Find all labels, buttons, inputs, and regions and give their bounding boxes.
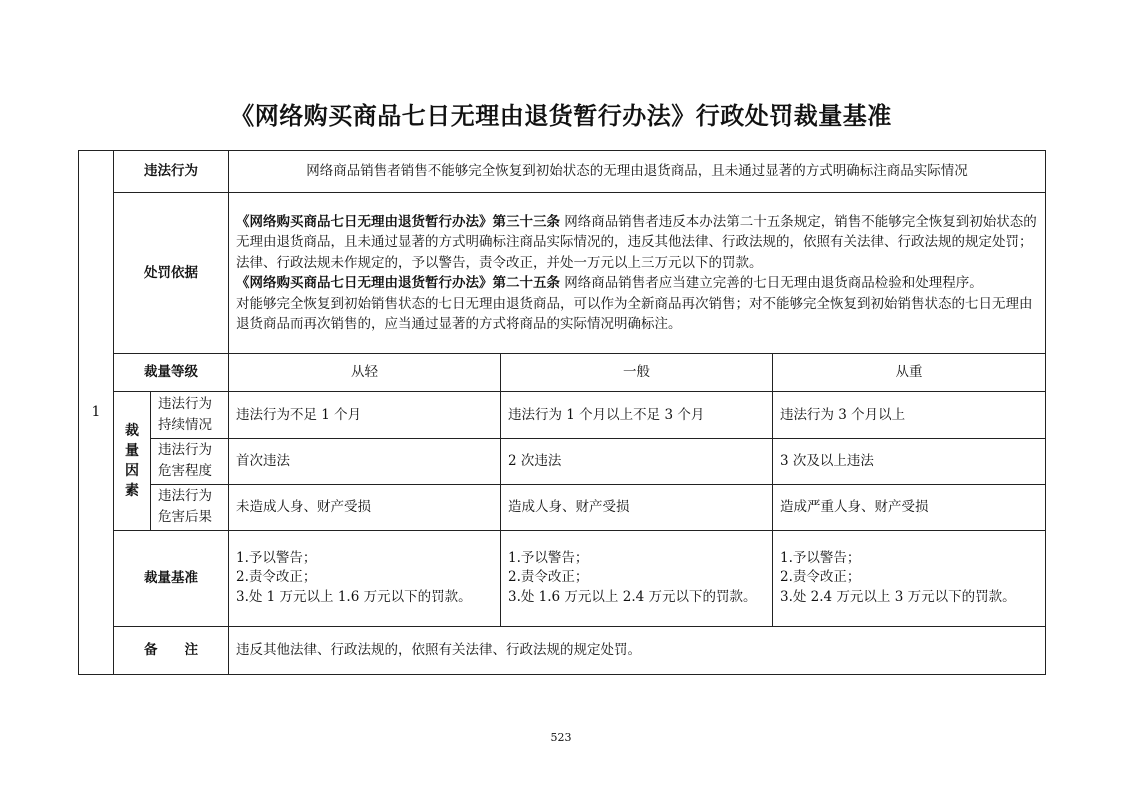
- basis-article-25-text: 网络商品销售者应当建立完善的七日无理由退货商品检验和处理程序。: [560, 275, 983, 292]
- basis-article-33-text: 网络商品销售者违反本办法第二十五条规定，销售不能够完全恢复到初始状态的无理由退货商品，且未通过显著的方式明确标注商品实际情况的，违反其他法律、行政法规的，依照有关法律、行政法规的规定处罚；法律、行政法规未作规定的，予以警告，责令改正，并处一万元以上三万元以下的罚款。: [236, 213, 1037, 271]
- standard-normal-line: 2.责令改正；: [508, 569, 589, 586]
- factor-duration-label: 违法行为持续情况: [151, 392, 229, 438]
- violation-label: 违法行为: [114, 151, 229, 193]
- factors-char-4: 素: [125, 483, 139, 500]
- factors-char-1: 裁: [125, 423, 139, 440]
- factor-duration-light: 违法行为不足 1 个月: [229, 392, 501, 438]
- factor-consequence-label: 违法行为危害后果: [151, 484, 229, 530]
- factor-degree-normal: 2 次违法: [501, 438, 773, 484]
- factor-degree-heavy: 3 次及以上违法: [773, 438, 1046, 484]
- page-title: 《网络购买商品七日无理由退货暂行办法》行政处罚裁量基准: [230, 101, 892, 130]
- level-normal: 一般: [501, 354, 773, 392]
- levels-label: 裁量等级: [114, 354, 229, 392]
- standard-normal-line: 1.予以警告；: [508, 549, 589, 566]
- factors-char-2: 量: [125, 443, 139, 460]
- standard-light-line: 1.予以警告；: [236, 549, 317, 566]
- remarks-label: 备 注: [114, 626, 229, 674]
- factor-consequence-heavy: 造成严重人身、财产受损: [773, 484, 1046, 530]
- standard-normal-line: 3.处 1.6 万元以上 2.4 万元以下的罚款。: [508, 589, 757, 606]
- factors-group-label: [114, 392, 151, 530]
- basis-paragraph-2: [236, 273, 1038, 294]
- level-light: 从轻: [229, 354, 501, 392]
- standard-heavy-line: 2.责令改正；: [780, 569, 861, 586]
- remarks-text: 违反其他法律、行政法规的，依照有关法律、行政法规的规定处罚。: [229, 626, 1046, 674]
- factor-duration-normal: 违法行为 1 个月以上不足 3 个月: [501, 392, 773, 438]
- standard-light-line: 3.处 1 万元以上 1.6 万元以下的罚款。: [236, 589, 472, 606]
- standard-heavy: [773, 530, 1046, 626]
- page-number: 523: [550, 731, 572, 744]
- basis-paragraph-3: 对能够完全恢复到初始销售状态的七日无理由退货商品，可以作为全新商品再次销售；对不能够完全恢复到初始销售状态的七日无理由退货商品而再次销售的，应当通过显著的方式将商品的实际情况明确标注。: [236, 295, 1033, 333]
- standard-light-line: 2.责令改正；: [236, 569, 317, 586]
- standard-heavy-line: 1.予以警告；: [780, 549, 861, 566]
- basis-content: [229, 193, 1046, 354]
- basis-paragraph-1: [236, 212, 1038, 274]
- factor-consequence-normal: 造成人身、财产受损: [501, 484, 773, 530]
- factors-char-3: 因: [125, 463, 139, 480]
- violation-text: 网络商品销售者销售不能够完全恢复到初始状态的无理由退货商品，且未通过显著的方式明确标注商品实际情况: [229, 151, 1046, 193]
- basis-label: 处罚依据: [114, 193, 229, 354]
- level-heavy: 从重: [773, 354, 1046, 392]
- standard-normal: [501, 530, 773, 626]
- standard-heavy-line: 3.处 2.4 万元以上 3 万元以下的罚款。: [780, 589, 1016, 606]
- factor-degree-light: 首次违法: [229, 438, 501, 484]
- standard-label: 裁量基准: [114, 530, 229, 626]
- factor-duration-heavy: 违法行为 3 个月以上: [773, 392, 1046, 438]
- basis-article-33: 《网络购买商品七日无理由退货暂行办法》第三十三条: [236, 213, 560, 230]
- basis-article-25: 《网络购买商品七日无理由退货暂行办法》第二十五条: [236, 275, 560, 292]
- factor-consequence-light: 未造成人身、财产受损: [229, 484, 501, 530]
- standard-light: [229, 530, 501, 626]
- factor-degree-label: 违法行为危害程度: [151, 438, 229, 484]
- item-number: 1: [79, 151, 114, 675]
- penalty-standard-table: [78, 150, 1046, 675]
